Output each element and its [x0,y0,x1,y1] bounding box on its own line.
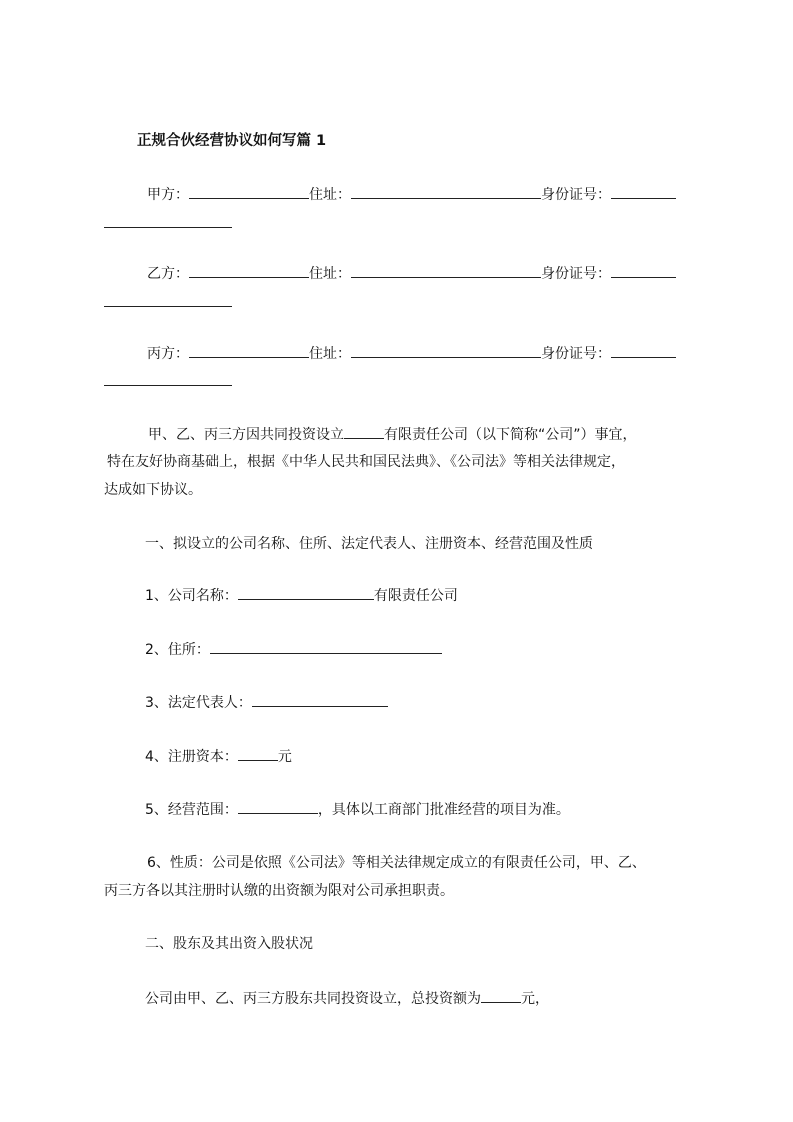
item-6-nature-line-1: 6、性质：公司是依照《公司法》等相关法律规定成立的有限责任公司，甲、乙、 [147,855,646,871]
party-name-blank[interactable] [189,344,309,358]
item-suffix: 有限责任公司 [373,588,458,604]
item-label: 2、住所： [145,642,210,658]
total-investment-blank[interactable] [481,989,521,1003]
id-label: 身份证号： [541,187,611,203]
item-1-company-name [145,586,458,605]
address-blank[interactable] [351,185,541,199]
document-title: 正规合伙经营协议如何写篇 1 [137,133,327,149]
section-1-heading: 一、拟设立的公司名称、住所、法定代表人、注册资本、经营范围及性质 [145,536,593,552]
item-suffix: ，具体以工商部门批准经营的项目为准。 [317,802,570,818]
address-label: 住址： [309,266,351,282]
intro-text: 有限责任公司（以下简称“公司”）事宜， [384,427,637,443]
id-blank[interactable] [611,264,676,278]
item-label: 1、公司名称： [145,588,238,604]
id-label: 身份证号： [541,266,611,282]
id-blank-continued[interactable] [104,372,232,386]
intro-line-2: 特在友好协商基础上，根据《中华人民共和国民法典》、《公司法》等相关法律规定， [107,454,625,470]
capital-blank[interactable] [238,747,278,761]
address-blank[interactable] [210,640,442,654]
item-label: 4、注册资本： [145,749,238,765]
item-6-nature-line-2: 丙三方各以其注册时认缴的出资额为限对公司承担职责。 [104,883,454,899]
id-blank[interactable] [611,344,676,358]
item-label: 5、经营范围： [145,802,238,818]
item-suffix: 元 [277,749,292,765]
id-blank-continued[interactable] [104,293,232,307]
address-label: 住址： [309,346,351,362]
party-name-blank[interactable] [189,185,309,199]
item-2-address [145,640,442,659]
party-label: 乙方： [147,266,189,282]
legal-rep-blank[interactable] [252,693,388,707]
company-name-blank[interactable] [238,586,374,600]
intro-line-3: 达成如下协议。 [104,482,202,498]
item-label: 3、法定代表人： [145,695,252,711]
address-blank[interactable] [351,344,541,358]
party-label: 丙方： [147,346,189,362]
item-5-business-scope [145,800,570,819]
party-name-blank[interactable] [189,264,309,278]
party-row-bing [147,344,676,363]
section-2-heading: 二、股东及其出资入股状况 [145,936,313,952]
intro-line-1 [148,425,637,444]
company-name-blank[interactable] [344,425,384,439]
id-blank-continued[interactable] [104,214,232,228]
item-4-registered-capital [145,747,292,766]
paragraph-text: 公司由甲、乙、丙三方股东共同投资设立，总投资额为 [145,991,481,1007]
business-scope-blank[interactable] [238,800,318,814]
paragraph-text: 元， [521,991,549,1007]
address-label: 住址： [309,187,351,203]
id-label: 身份证号： [541,346,611,362]
section-2-paragraph [145,989,549,1008]
intro-text: 甲、乙、丙三方因共同投资设立 [148,427,344,443]
party-label: 甲方： [147,187,189,203]
party-row-jia [147,185,676,204]
address-blank[interactable] [351,264,541,278]
party-row-yi [147,264,676,283]
item-3-legal-rep [145,693,388,712]
id-blank[interactable] [611,185,676,199]
